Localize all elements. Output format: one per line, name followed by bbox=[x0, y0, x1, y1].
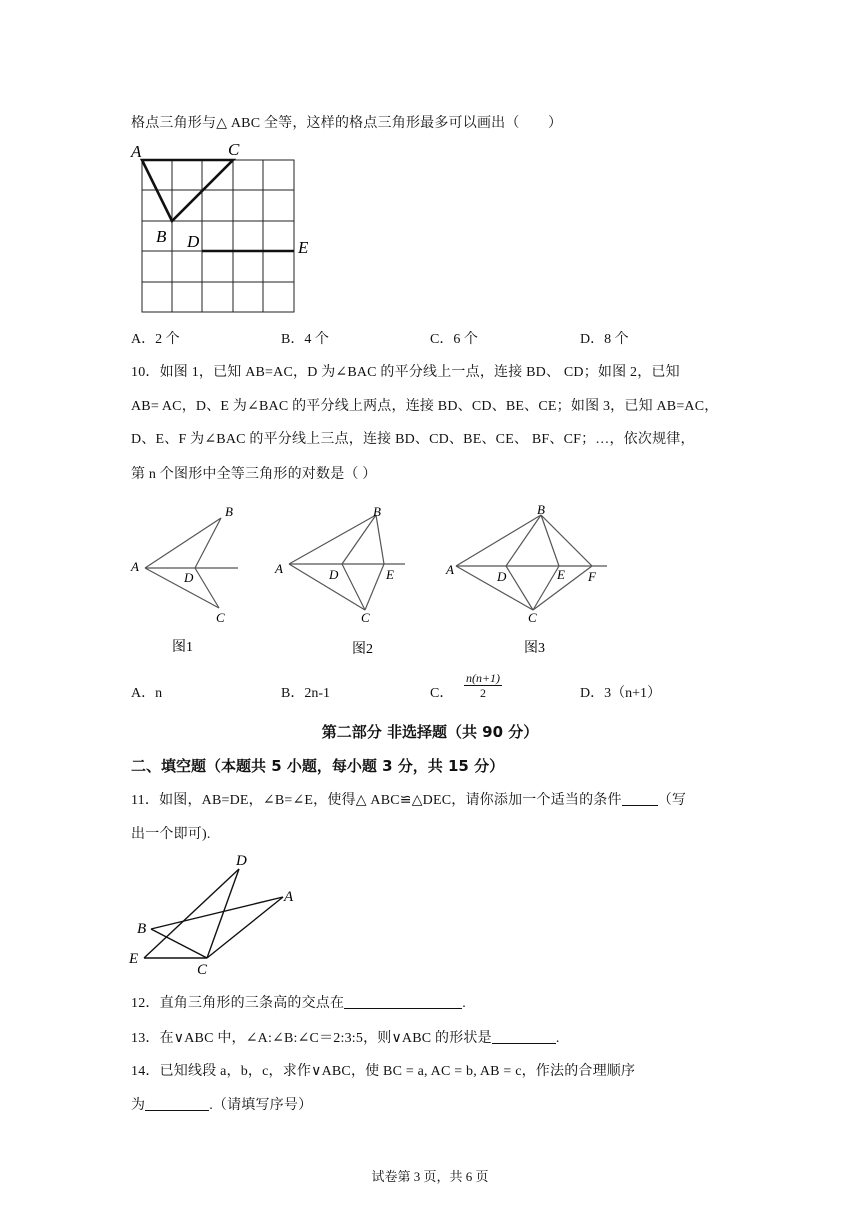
q9-grid-figure bbox=[128, 138, 328, 320]
fig2-label-d: D bbox=[329, 567, 339, 582]
fig3-label-a: A bbox=[446, 562, 454, 577]
fig3-caption: 图3 bbox=[524, 641, 545, 656]
q13-line bbox=[131, 1027, 560, 1047]
q9-option-c: C．6 个 bbox=[430, 332, 478, 347]
q10-line-3: D、E、F 为∠BAC 的平分线上三点，连接 BD、CD、BE、CE、 BF、CF；…，依次规律， bbox=[131, 432, 695, 447]
fig1-caption: 图1 bbox=[172, 640, 193, 655]
q10-figure-2 bbox=[272, 498, 422, 658]
page-footer: 试卷第 3 页，共 6 页 bbox=[371, 1169, 489, 1184]
fig3-label-c: C bbox=[528, 610, 537, 625]
q13-text: 13．在∨ABC 中，∠A:∠B:∠C＝2:3:5，则∨ABC 的形状是 bbox=[131, 1031, 492, 1046]
q10-option-c-prefix: C． bbox=[430, 686, 454, 701]
q9-option-d: D．8 个 bbox=[580, 332, 629, 347]
fig2-label-b: B bbox=[373, 504, 381, 519]
q9-option-b: B．4 个 bbox=[281, 332, 329, 347]
fig2-label-a: A bbox=[275, 561, 283, 576]
q12-end: . bbox=[462, 996, 466, 1011]
fraction-denominator: 2 bbox=[480, 686, 486, 700]
q12-line bbox=[131, 992, 466, 1012]
answer-blank bbox=[344, 994, 462, 1009]
q10-option-d: D．3（n+1） bbox=[580, 686, 662, 701]
fig3-label-d: D bbox=[497, 569, 507, 584]
q11-label-a: A bbox=[284, 889, 294, 905]
q10-option-b: B．2n-1 bbox=[281, 686, 330, 701]
q14-line-2 bbox=[131, 1094, 312, 1114]
section2-title: 二、填空题（本题共 5 小题，每小题 3 分，共 15 分） bbox=[131, 757, 505, 775]
q11-label-b: B bbox=[137, 921, 147, 937]
q11-figure bbox=[128, 848, 308, 978]
fig2-caption: 图2 bbox=[352, 642, 373, 657]
q14-prefix: 为 bbox=[131, 1098, 146, 1113]
fig2-label-e: E bbox=[386, 567, 394, 582]
q10-option-a: A．n bbox=[131, 686, 163, 701]
answer-blank bbox=[492, 1029, 556, 1044]
q11-label-c: C bbox=[197, 962, 208, 978]
fig1-label-c: C bbox=[216, 610, 225, 625]
q10-line-1: 10．如图 1，已知 AB=AC，D 为∠BAC 的平分线上一点，连接 BD、 CD；如图 2，已知 bbox=[131, 365, 680, 380]
fig1-label-a: A bbox=[131, 559, 139, 574]
answer-blank bbox=[622, 791, 658, 806]
label-b: B bbox=[156, 227, 167, 246]
fraction-numerator: n(n+1) bbox=[465, 671, 501, 685]
fig3-label-b: B bbox=[537, 502, 545, 517]
q10-figure-1 bbox=[128, 498, 248, 658]
fig2-label-c: C bbox=[361, 610, 370, 625]
q11-line-1 bbox=[131, 789, 686, 809]
fig1-label-d: D bbox=[184, 570, 194, 585]
label-e: E bbox=[298, 238, 309, 257]
q13-end: . bbox=[555, 1031, 560, 1046]
fig1-label-b: B bbox=[225, 504, 233, 519]
q11-tail: （写 bbox=[657, 793, 687, 808]
q11-line-2: 出一个即可). bbox=[131, 827, 211, 842]
label-c: C bbox=[228, 140, 240, 159]
q11-label-e: E bbox=[129, 951, 139, 967]
q10-line-4: 第 n 个图形中全等三角形的对数是（ ） bbox=[131, 467, 377, 482]
q14-line-1: 14．已知线段 a，b，c，求作∨ABC，使 BC = a, AC = b, AB = c，作法的合理顺序 bbox=[131, 1064, 636, 1079]
label-d: D bbox=[187, 232, 200, 251]
q10-option-c-fraction bbox=[455, 671, 511, 701]
part2-title: 第二部分 非选择题（共 90 分） bbox=[321, 723, 539, 741]
answer-blank bbox=[145, 1096, 209, 1111]
q10-line-2: AB= AC，D、E 为∠BAC 的平分线上两点，连接 BD、CD、BE、CE；如图 3，已知 AB=AC， bbox=[131, 399, 719, 414]
fig3-label-e: E bbox=[557, 567, 565, 582]
q10-figure-3 bbox=[442, 498, 612, 658]
q12-text: 12．直角三角形的三条高的交点在 bbox=[131, 996, 345, 1011]
q11-text: 11．如图，AB=DE，∠B=∠E，使得△ ABC≌△DEC，请你添加一个适当的条件 bbox=[131, 793, 622, 808]
q14-suffix: .（请填写序号） bbox=[209, 1098, 313, 1113]
fig3-label-f: F bbox=[588, 569, 596, 584]
q11-label-d: D bbox=[236, 853, 247, 869]
q9-option-a: A．2 个 bbox=[131, 332, 180, 347]
label-a: A bbox=[131, 142, 142, 161]
q9-stem: 格点三角形与△ ABC 全等，这样的格点三角形最多可以画出（ ） bbox=[131, 116, 563, 131]
